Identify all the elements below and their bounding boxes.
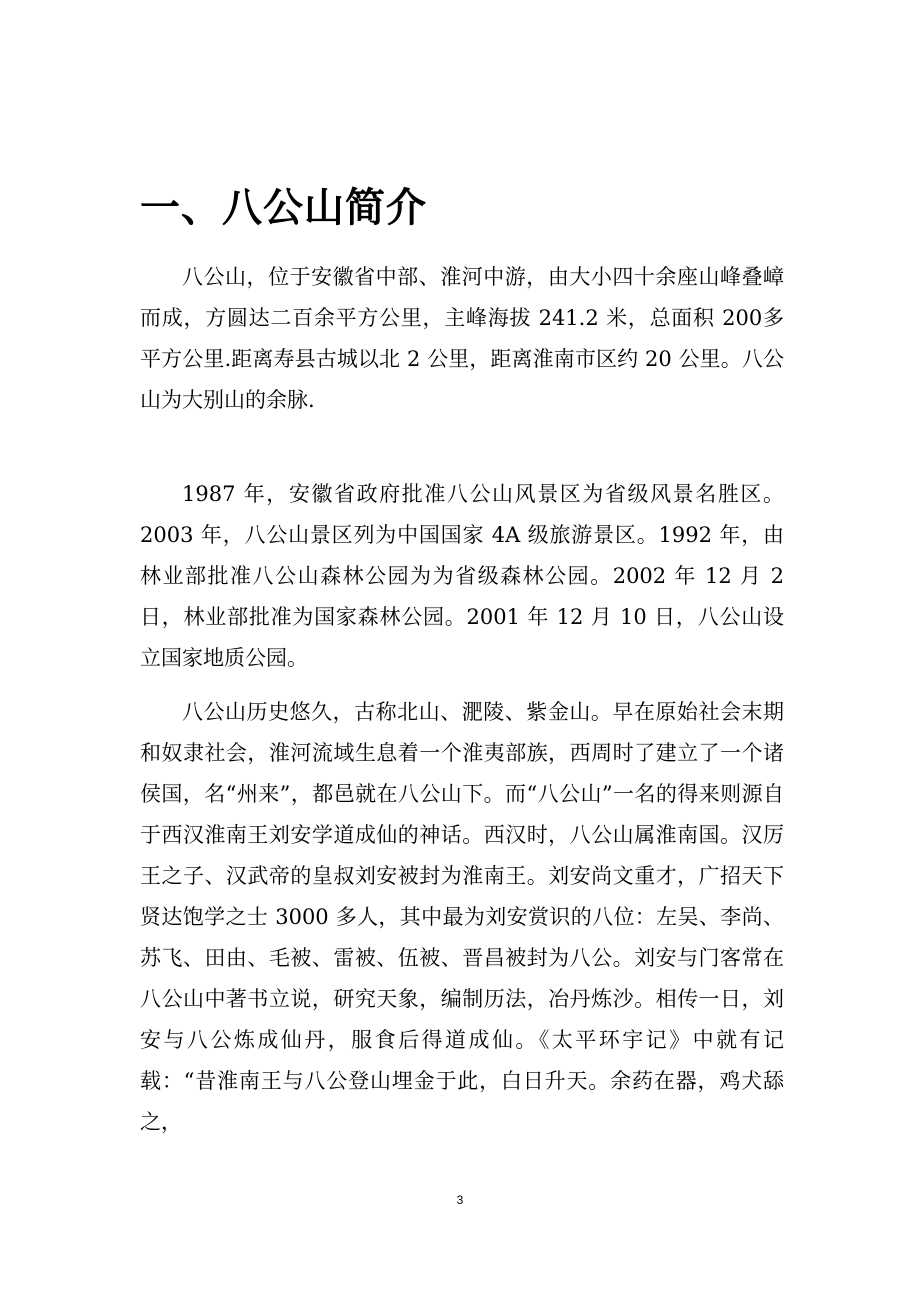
section-heading: 一、八公山简介	[140, 185, 427, 231]
paragraph-designations: 1987 年，安徽省政府批准八公山风景区为省级风景名胜区。2003 年，八公山景区列为中国国家 4A 级旅游景区。1992 年，由林业部批准八公山森林公园为为省级森林公园。2002 年 12 月 2 日，林业部批准为国家森林公园。2001 年 12 月 10 日，八公山设立国家地质公园。	[140, 482, 784, 670]
paragraph-overview: 八公山，位于安徽省中部、淮河中游，由大小四十余座山峰叠嶂而成，方圆达二百余平方公里，主峰海拔 241.2 米，总面积 200多平方公里.距离寿县古城以北 2 公里，距离淮南市区约 20 公里。八公山为大别山的余脉.	[140, 265, 784, 412]
page-number: 3	[456, 1193, 464, 1207]
paragraph-history: 八公山历史悠久，古称北山、淝陵、紫金山。早在原始社会末期和奴隶社会，淮河流域生息着一个淮夷部族，西周时了建立了一个诸侯国，名“州来”，都邑就在八公山下。而“八公山”一名的得来则源自于西汉淮南王刘安学道成仙的神话。西汉时，八公山属淮南国。汉厉王之子、汉武帝的皇叔刘安被封为淮南王。刘安尚文重才，广招天下贤达饱学之士 3000 多人，其中最为刘安赏识的八位：左吴、李尚、苏飞、田由、毛被、雷被、伍被、晋昌被封为八公。刘安与门客常在八公山中著书立说，研究天象，编制历法，冶丹炼沙。相传一日，刘安与八公炼成仙丹，服食后得道成仙。《太平环宇记》中就有记载：“昔淮南王与八公登山埋金于此，白日升天。余药在器，鸡犬舔之，	[140, 700, 784, 1134]
